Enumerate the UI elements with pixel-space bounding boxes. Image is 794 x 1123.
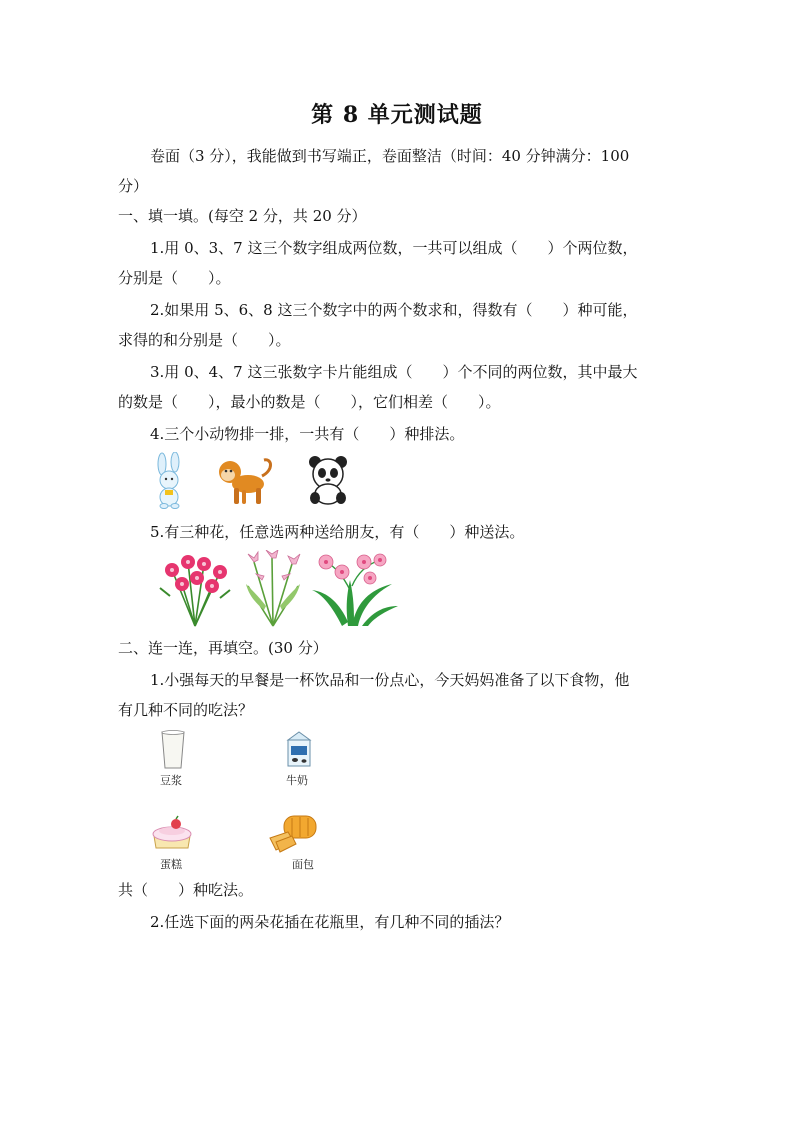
question-1-4: 4.三个小动物排一排，一共有（ ）种排法。 bbox=[150, 425, 465, 443]
pink-bouquet-icon bbox=[158, 548, 232, 628]
soymilk-glass-icon bbox=[158, 730, 188, 770]
food-label-milk: 牛奶 bbox=[286, 774, 308, 787]
question-1-2-line-2: 求得的和分别是（ ）。 bbox=[118, 331, 291, 349]
monkey-icon bbox=[212, 456, 274, 506]
question-1-1-line-1: 1.用 0、3、7 这三个数字组成两位数，一共可以组成（ ）个两位数， bbox=[150, 239, 638, 257]
food-label-bread: 面包 bbox=[292, 858, 314, 871]
panda-icon bbox=[306, 454, 350, 506]
question-1-5: 5.有三种花，任意选两种送给朋友，有（ ）种送法。 bbox=[150, 523, 525, 541]
lily-bouquet-icon bbox=[242, 550, 304, 628]
section1-heading: 一、填一填。(每空 2 分，共 20 分） bbox=[118, 207, 367, 225]
section2-heading: 二、连一连，再填空。(30 分） bbox=[118, 639, 328, 657]
question-2-1-answer: 共（ ）种吃法。 bbox=[118, 881, 254, 899]
question-1-1-line-2: 分别是（ ）。 bbox=[118, 269, 231, 287]
orchid-icon bbox=[312, 550, 398, 626]
page-title: 第 8 单元测试题 bbox=[311, 102, 483, 128]
question-2-1-line-1: 1.小强每天的早餐是一杯饮品和一份点心，今天妈妈准备了以下食物，他 bbox=[150, 671, 630, 689]
rabbit-icon bbox=[148, 452, 192, 510]
bread-icon bbox=[266, 812, 322, 854]
question-1-3-line-2: 的数是（ ），最小的数是（ ），它们相差（ ）。 bbox=[118, 393, 501, 411]
question-2-2: 2.任选下面的两朵花插在花瓶里，有几种不同的插法？ bbox=[150, 913, 510, 931]
intro-line-2: 分） bbox=[118, 177, 149, 195]
food-label-soymilk: 豆浆 bbox=[160, 774, 182, 787]
milk-carton-icon bbox=[282, 730, 316, 770]
question-2-1-line-2: 有几种不同的吃法？ bbox=[118, 701, 254, 719]
food-label-cake: 蛋糕 bbox=[160, 858, 182, 871]
question-1-3-line-1: 3.用 0、4、7 这三张数字卡片能组成（ ）个不同的两位数，其中最大 bbox=[150, 363, 638, 381]
intro-line-1: 卷面（3 分），我能做到书写端正，卷面整洁（时间：40 分钟满分：100 bbox=[150, 147, 630, 165]
cake-icon bbox=[150, 814, 194, 852]
question-1-2-line-1: 2.如果用 5、6、8 这三个数字中的两个数求和，得数有（ ）种可能， bbox=[150, 301, 638, 319]
